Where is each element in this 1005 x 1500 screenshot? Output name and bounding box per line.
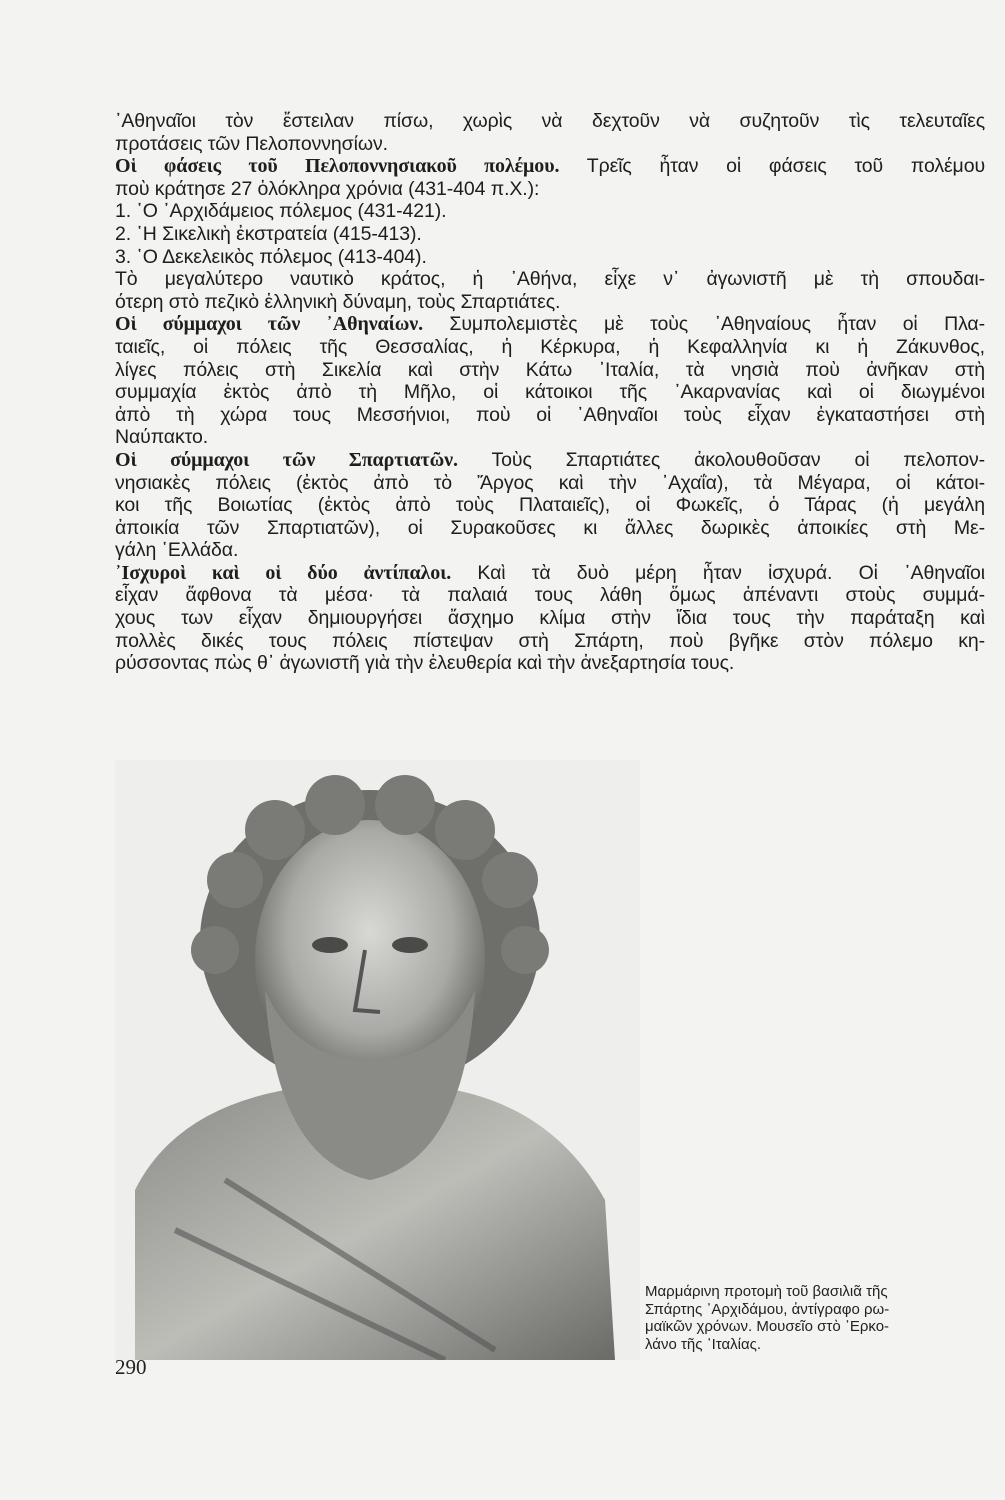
section-heading: Οἱ σύμμαχοι τῶν ᾿Αθηναίων. (115, 313, 423, 336)
line-text: γάλη ῾Ελλάδα. (115, 539, 239, 562)
line-text: χους των εἶχαν δημιουργήσει ἄσχημο κλίμα στὴν ἴδια τους τὴν παράταξη καὶ (115, 607, 985, 630)
text-line (115, 268, 985, 291)
body-text (115, 110, 985, 675)
line-text: Ναύπακτο. (115, 426, 209, 449)
text-line (115, 404, 985, 427)
caption-line: Μαρμάρινη προτομὴ τοῦ βασιλιᾶ τῆς (645, 1283, 888, 1300)
page-number: 290 (115, 1355, 147, 1379)
line-text: ρύσσοντας πὼς θ᾿ ἀγωνιστῆ γιὰ τὴν ἐλευθερία καὶ τὴν ἀνεξαρτησία τους. (115, 652, 735, 675)
line-text: 3. ῾Ο Δεκελεικὸς πόλεμος (413-404). (115, 245, 427, 268)
text-line (115, 652, 985, 675)
text-line (115, 381, 985, 404)
text-line (115, 449, 985, 472)
line-text: Τὸ μεγαλύτερο ναυτικὸ κράτος, ἡ ᾿Αθήνα, εἶχε ν᾿ ἀγωνιστῆ μὲ τὴ σπουδαι- (115, 268, 985, 291)
text-line (115, 472, 985, 495)
text-line (115, 155, 985, 178)
section-heading: Οἱ σύμμαχοι τῶν Σπαρτιατῶν. (115, 448, 458, 471)
line-text: ταιεῖς, οἱ πόλεις τῆς Θεσσαλίας, ἡ Κέρκυρα, ἡ Κεφαλληνία κι ἡ Ζάκυνθος, (115, 335, 985, 358)
line-text: Καὶ τὰ δυὸ μέρη ἦταν ἰσχυρά. Οἱ ᾿Αθηναῖοι (451, 561, 985, 584)
line-text: Τρεῖς ἦταν οἱ φάσεις τοῦ πολέμου (559, 155, 986, 178)
line-text: Τοὺς Σπαρτιάτες ἀκολουθοῦσαν οἱ πελοπον- (457, 448, 986, 471)
figure-caption (645, 1283, 990, 1353)
line-text: προτάσεις τῶν Πελοποννησίων. (115, 132, 388, 155)
line-text: συμμαχία ἐκτὸς ἀπὸ τὴ Μῆλο, οἱ κάτοικοι τῆς ᾿Ακαρνανίας καὶ οἱ διωγμένοι (115, 381, 985, 404)
text-line (115, 291, 985, 314)
line-text: 2. ῾Η Σικελικὴ ἐκστρατεία (415-413). (115, 222, 422, 245)
bust-photo (115, 760, 640, 1360)
text-line (115, 110, 985, 133)
caption-line: λάνο τῆς ᾿Ιταλίας. (645, 1335, 762, 1353)
text-line (115, 336, 985, 359)
text-line (115, 359, 985, 382)
text-line (115, 517, 985, 540)
section-heading: ᾿Ισχυροὶ καὶ οἱ δύο ἀντίπαλοι. (115, 561, 452, 584)
text-line (115, 539, 985, 562)
line-text: πολλὲς δικές τους πόλεις πίστεψαν στὴ Σπάρτη, ποὺ βγῆκε στὸν πόλεμο κη- (115, 629, 985, 652)
text-line (115, 200, 985, 223)
line-text: ποὺ κράτησε 27 ὁλόκληρα χρόνια (431-404 π.Χ.): (115, 177, 540, 200)
text-line (115, 426, 985, 449)
text-line (115, 584, 985, 607)
line-text: λίγες πόλεις στὴ Σικελία καὶ στὴν Κάτω ᾿Ιταλία, τὰ νησιὰ ποὺ ἀνῆκαν στὴ (115, 358, 985, 381)
line-text: 1. ῾Ο ᾿Αρχιδάμειος πόλεμος (431-421). (115, 200, 447, 223)
text-line (115, 630, 985, 653)
caption-line: Σπάρτης ᾿Αρχιδάμου, ἀντίγραφο ρω- (645, 1300, 890, 1318)
line-text: ἀποικία τῶν Σπαρτιατῶν), οἱ Συρακοῦσες κι ἄλλες δωρικὲς ἀποικίες στὴ Με- (115, 516, 985, 539)
text-line (115, 494, 985, 517)
line-text: ότερη στὸ πεζικὸ ἑλληνικὴ δύναμη, τοὺς Σπαρτιάτες. (115, 290, 561, 313)
text-line (115, 246, 985, 269)
line-text: νησιακὲς πόλεις (ἐκτὸς ἀπὸ τὸ Ἄργος καὶ τὴν ᾿Αχαΐα), τὰ Μέγαρα, οἱ κάτοι- (115, 471, 985, 494)
line-text: κοι τῆς Βοιωτίας (ἐκτὸς ἀπὸ τοὺς Πλαταιεῖς), οἱ Φωκεῖς, ὁ Τάρας (ἡ μεγάλη (115, 494, 985, 517)
text-line (115, 313, 985, 336)
caption-line: μαϊκῶν χρόνων. Μουσεῖο στὸ ᾿Ερκο- (645, 1318, 890, 1335)
text-line (115, 133, 985, 156)
text-line (115, 607, 985, 630)
line-text: ᾿Αθηναῖοι τὸν ἔστειλαν πίσω, χωρὶς νὰ δεχτοῦν νὰ συζητοῦν τὶς τελευταῖες (115, 110, 985, 132)
text-line (115, 223, 985, 246)
line-text: Συμπολεμιστὲς μὲ τοὺς ᾿Αθηναίους ἦταν οἱ Πλα- (422, 313, 985, 336)
text-line (115, 178, 985, 201)
line-text: εἶχαν ἄφθονα τὰ μέσα· τὰ παλαιά τους λάθη ὅμως ἀπέναντι στοὺς συμμά- (115, 584, 985, 607)
section-heading: Οἱ φάσεις τοῦ Πελοποννησιακοῦ πολέμου. (115, 155, 560, 178)
text-line (115, 562, 985, 585)
line-text: ἀπὸ τὴ χώρα τους Μεσσήνιοι, ποὺ οἱ ᾿Αθηναῖοι τοὺς εἶχαν ἐγκαταστήσει στὴ (115, 403, 985, 426)
